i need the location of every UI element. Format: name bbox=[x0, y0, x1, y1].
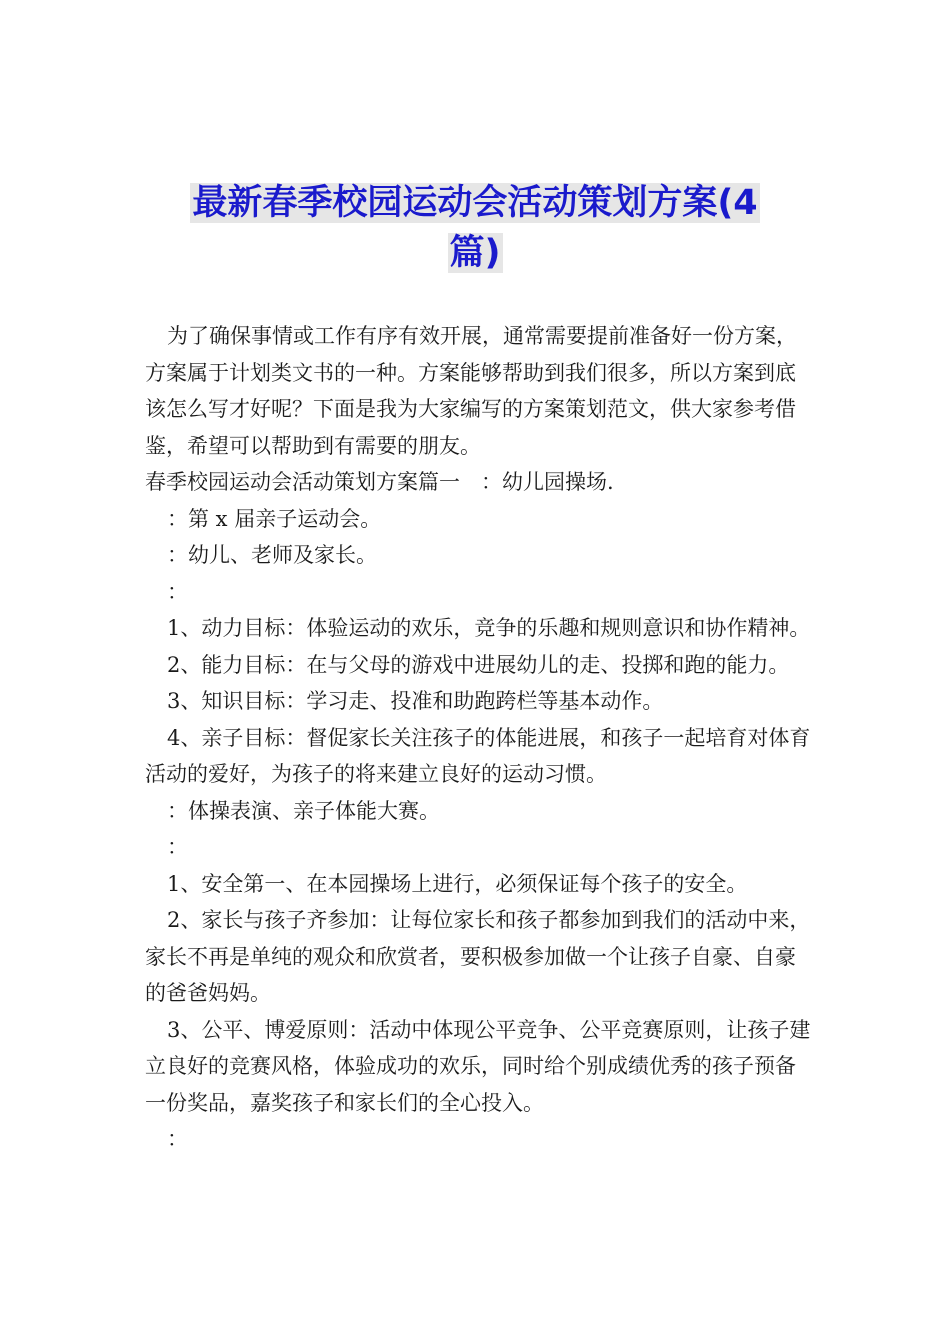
title-line-1: 最新春季校园运动会活动策划方案(4 bbox=[192, 183, 758, 223]
intro-paragraph: 为了确保事情或工作有序有效开展，通常需要提前准备好一份方案，方案属于计划类文书的一种。方案能够帮助到我们很多，所以方案到底该怎么写才好呢？下面是我为大家编写的方案策划范文，供大家参考借鉴，希望可以帮助到有需要的朋友。 bbox=[145, 324, 797, 458]
list-item: 2、能力目标：在与父母的游戏中进展幼儿的走、投掷和跑的能力。 bbox=[167, 652, 790, 677]
section-heading: 春季校园运动会活动策划方案篇一 ：幼儿园操场. bbox=[145, 470, 614, 494]
paragraph: ： bbox=[167, 579, 188, 604]
list-item: 1、安全第一、在本园操场上进行，必须保证每个孩子的安全。 bbox=[167, 871, 748, 896]
list-item: 1、动力目标：体验运动的欢乐，竞争的乐趣和规则意识和协作精神。 bbox=[167, 616, 811, 640]
title-line-2: 篇) bbox=[449, 233, 501, 273]
paragraph: ： bbox=[167, 1127, 188, 1151]
paragraph: ：幼儿、老师及家长。 bbox=[167, 543, 377, 567]
document-title bbox=[150, 178, 800, 278]
paragraph: ：第 x 届亲子运动会。 bbox=[167, 506, 382, 531]
document-body bbox=[145, 318, 813, 1158]
paragraph: ：体操表演、亲子体能大赛。 bbox=[167, 798, 440, 823]
list-item: 3、知识目标：学习走、投准和助跑跨栏等基本动作。 bbox=[167, 689, 664, 713]
paragraph: ： bbox=[167, 835, 188, 859]
list-item: 2、家长与孩子齐参加：让每位家长和孩子都参加到我们的活动中来，家长不再是单纯的观众和欣赏者，要积极参加做一个让孩子自豪、自豪的爸爸妈妈。 bbox=[145, 908, 811, 1005]
list-item: 4、亲子目标：督促家长关注孩子的体能进展，和孩子一起培育对体育活动的爱好，为孩子的将来建立良好的运动习惯。 bbox=[145, 725, 811, 786]
list-item: 3、公平、博爱原则：活动中体现公平竞争、公平竞赛原则，让孩子建立良好的竞赛风格，体验成功的欢乐，同时给个别成绩优秀的孩子预备一份奖品，嘉奖孩子和家长们的全心投入。 bbox=[145, 1017, 811, 1115]
